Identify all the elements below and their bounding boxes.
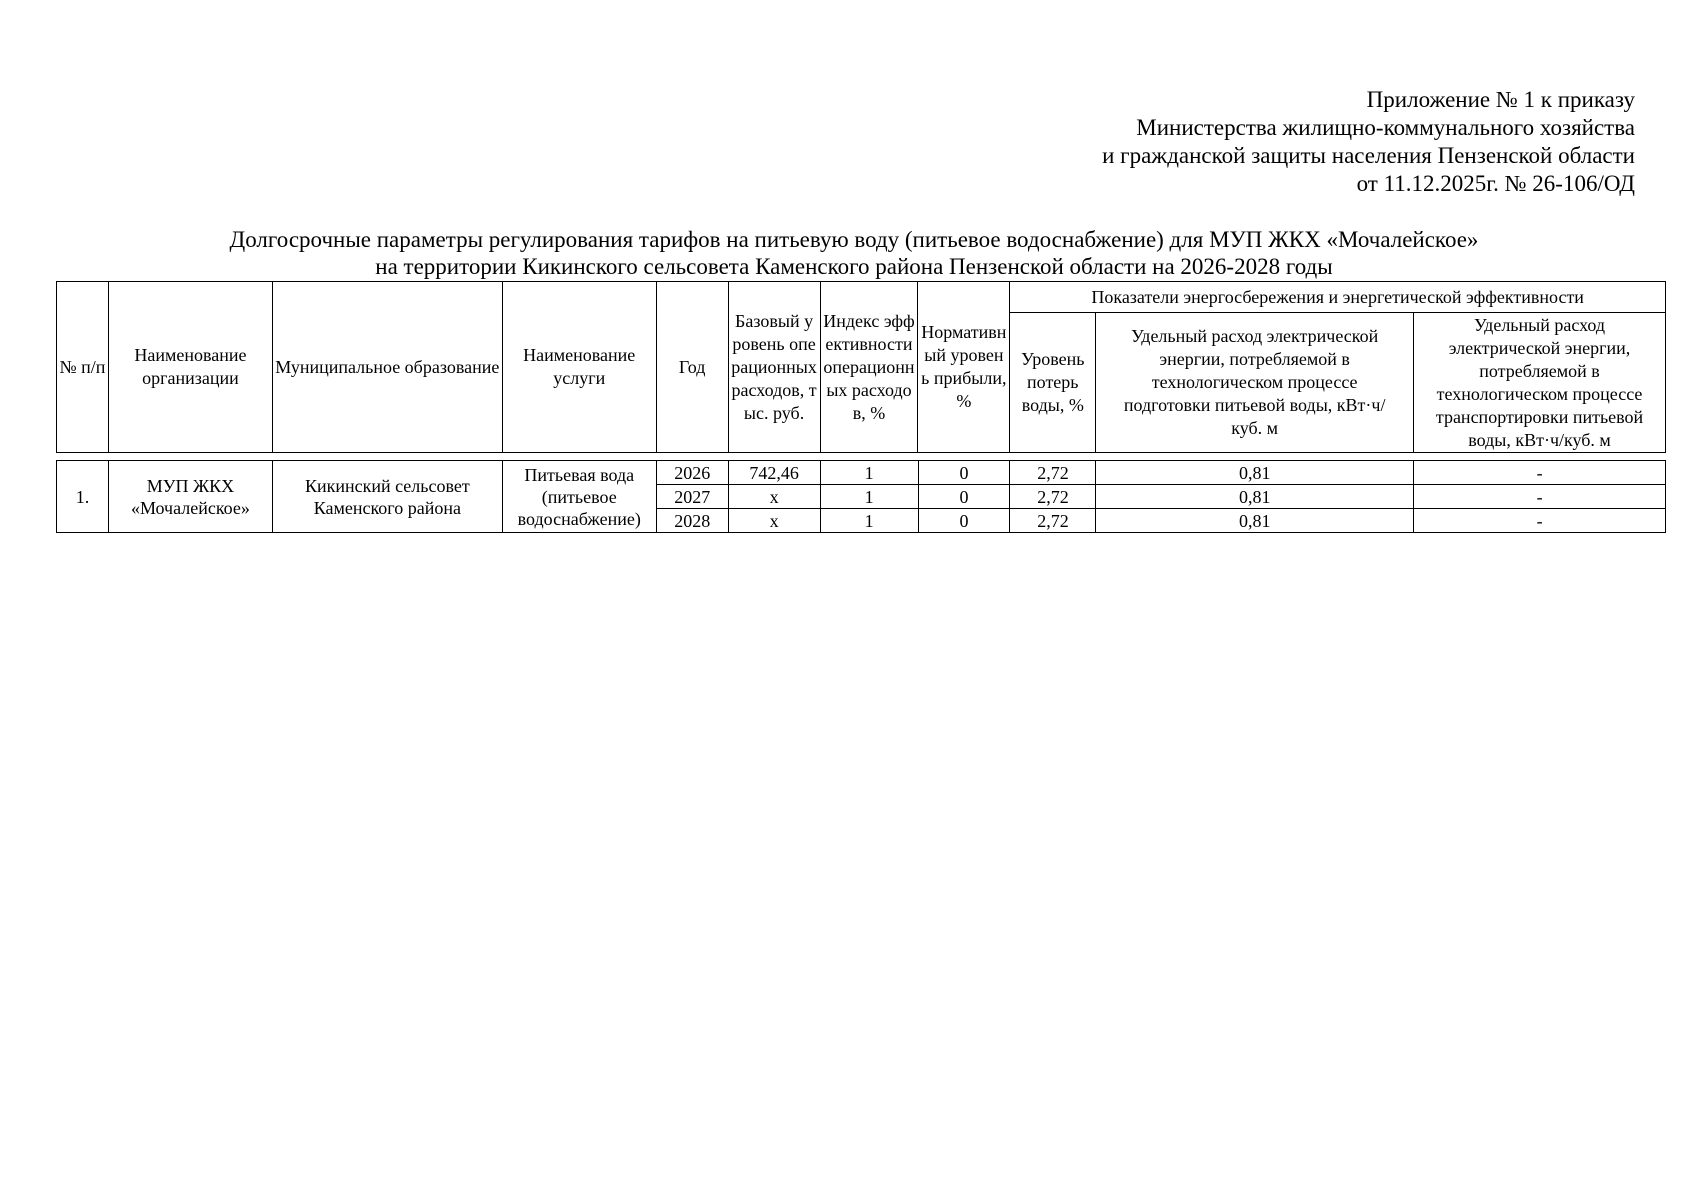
cell-base-level: 742,46 [728,461,820,485]
cell-year: 2026 [656,461,728,485]
cell-num: 1. [57,461,109,533]
cell-profit-level: 0 [918,509,1010,533]
cell-efficiency-index: 1 [820,461,918,485]
header-year: Год [656,282,728,453]
cell-elec-transport: - [1414,461,1666,485]
header-elec-transport: Удельный расход электрической энергии, потребляемой в технологическом процессе транспортировки питьевой воды, кВт·ч/куб. м [1414,313,1666,453]
cell-efficiency-index: 1 [820,509,918,533]
title-line-2: на территории Кикинского сельсовета Каменского района Пензенской области на 2026-2028 годы [375,254,1333,279]
appendix-line-2: Министерства жилищно-коммунального хозяйства [1136,115,1635,140]
header-efficiency-index: Индекс эффективности операционных расходов, % [820,282,918,453]
header-profit-level: Нормативный уровень прибыли, % [918,282,1010,453]
cell-profit-level: 0 [918,485,1010,509]
header-energy-group: Показатели энергосбережения и энергетической эффективности [1010,282,1666,313]
header-municipality: Муниципальное образование [272,282,502,453]
header-service: Наименование услуги [502,282,656,453]
cell-elec-transport: - [1414,485,1666,509]
cell-year: 2028 [656,509,728,533]
cell-elec-prep: 0,81 [1096,485,1414,509]
title-line-1: Долгосрочные параметры регулирования тарифов на питьевую воду (питьевое водоснабжение) для МУП ЖКХ «Мочалейское» [229,227,1479,252]
appendix-block [1102,86,1635,198]
header-base-level: Базовый уровень операционных расходов, тыс. руб. [728,282,820,453]
cell-profit-level: 0 [918,461,1010,485]
cell-municipality: Кикинский сельсовет Каменского района [272,461,502,533]
cell-elec-prep: 0,81 [1096,509,1414,533]
appendix-line-3: и гражданской защиты населения Пензенской области [1102,143,1635,168]
tariff-table-header [56,281,1666,453]
cell-elec-transport: - [1414,509,1666,533]
tariff-table-body [56,460,1666,533]
appendix-line-4: от 11.12.2025г. № 26-106/ОД [1356,171,1635,196]
header-org: Наименование организации [108,282,272,453]
header-num: № п/п [57,282,109,453]
cell-water-loss: 2,72 [1010,509,1096,533]
cell-water-loss: 2,72 [1010,461,1096,485]
appendix-line-1: Приложение № 1 к приказу [1366,87,1635,112]
header-elec-prep: Удельный расход электрической энергии, потребляемой в технологическом процессе подготовки питьевой воды, кВт·ч/куб. м [1096,313,1414,453]
cell-service: Питьевая вода (питьевое водоснабжение) [502,461,656,533]
cell-org: МУП ЖКХ «Мочалейское» [108,461,272,533]
cell-base-level: х [728,509,820,533]
cell-elec-prep: 0,81 [1096,461,1414,485]
header-water-loss: Уровень потерь воды, % [1010,313,1096,453]
cell-efficiency-index: 1 [820,485,918,509]
document-title [56,226,1652,280]
cell-year: 2027 [656,485,728,509]
table-row [57,461,1666,485]
cell-water-loss: 2,72 [1010,485,1096,509]
cell-base-level: х [728,485,820,509]
